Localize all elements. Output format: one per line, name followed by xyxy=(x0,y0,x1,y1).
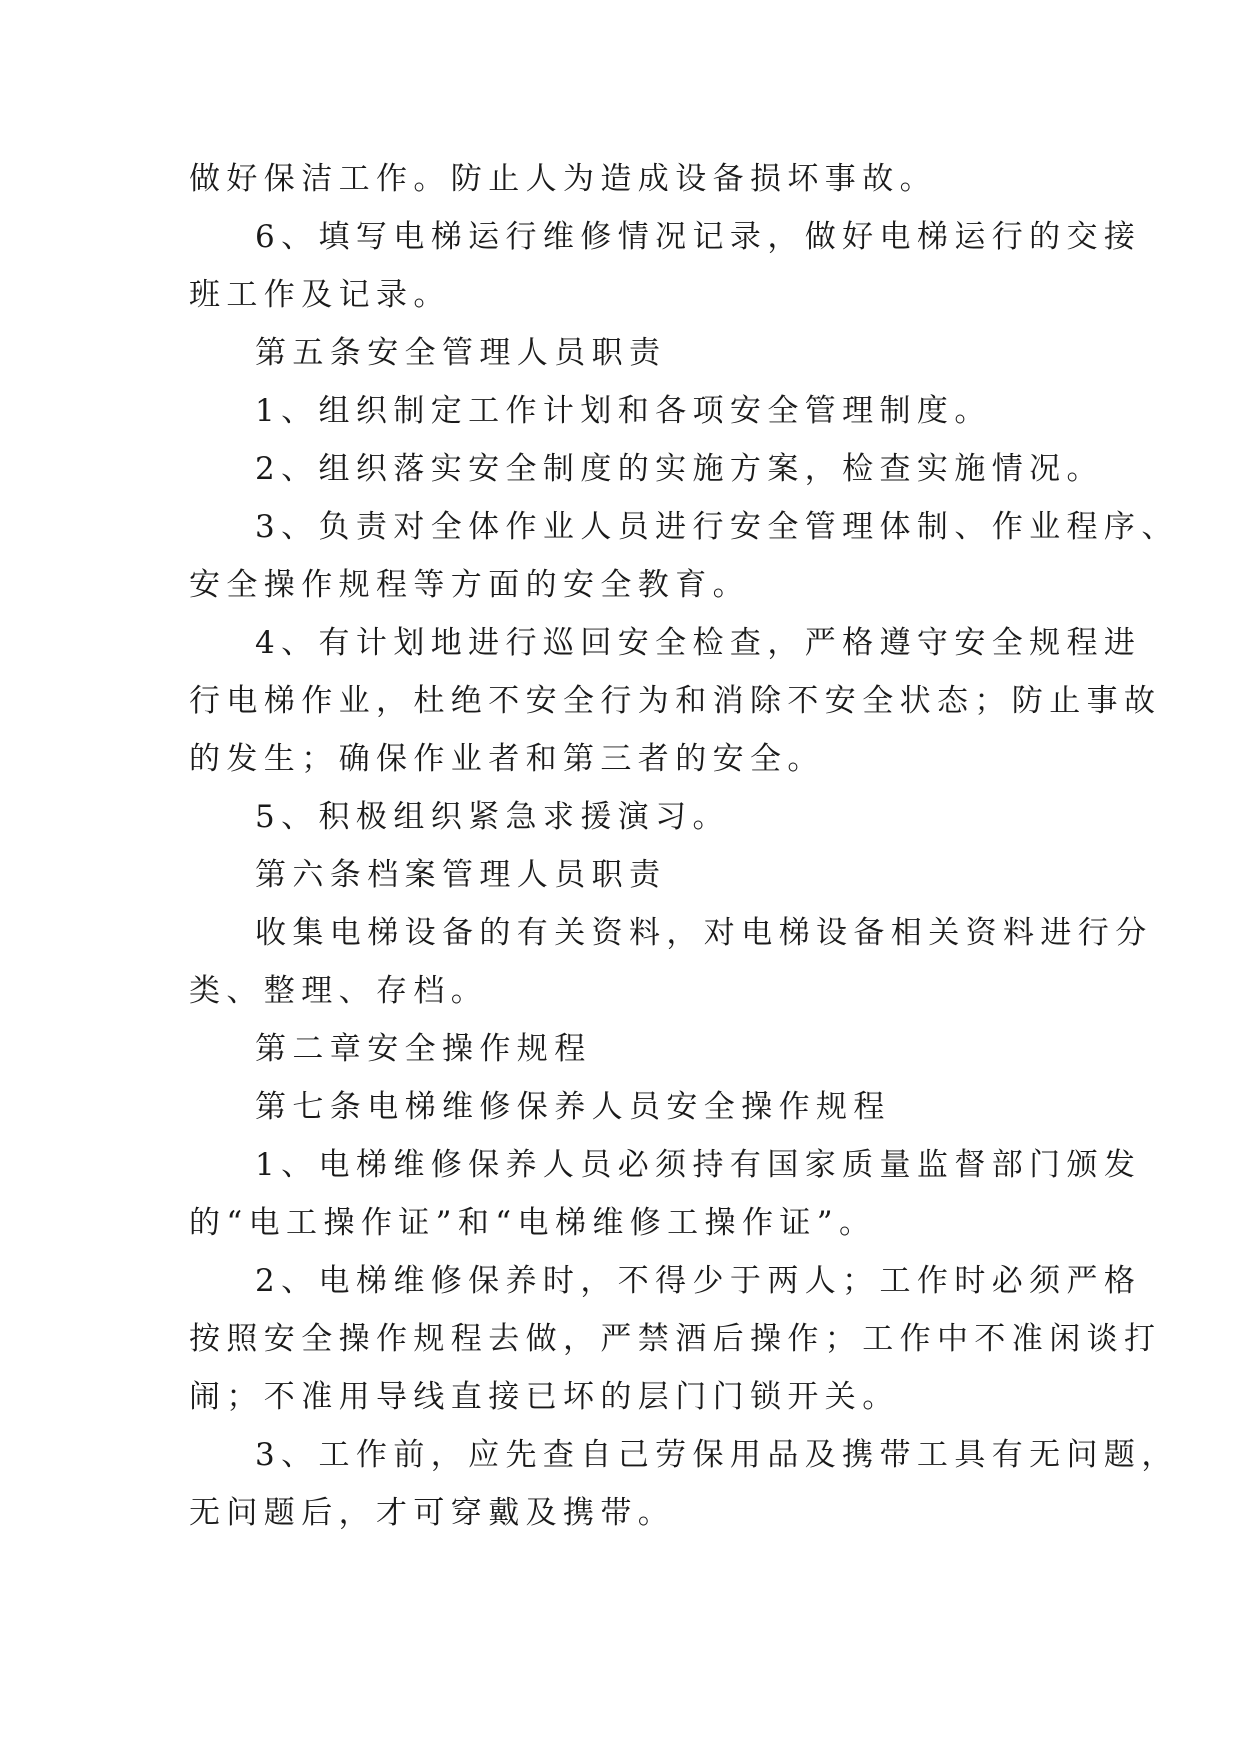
text-line: 无问题后，才可穿戴及携带。 xyxy=(189,1495,676,1531)
text-line: 2、电梯维修保养时，不得少于两人；工作时必须严格 xyxy=(255,1263,1142,1299)
text-line: 4、有计划地进行巡回安全检查，严格遵守安全规程进 xyxy=(255,625,1142,661)
text-line: 班工作及记录。 xyxy=(189,277,451,313)
text-line: 1、电梯维修保养人员必须持有国家质量监督部门颁发 xyxy=(255,1147,1142,1183)
text-line: 5、积极组织紧急求援演习。 xyxy=(255,799,730,835)
chapter-heading: 第二章安全操作规程 xyxy=(255,1031,592,1067)
section-heading: 第七条电梯维修保养人员安全操作规程 xyxy=(255,1089,891,1125)
text-line: 1、组织制定工作计划和各项安全管理制度。 xyxy=(255,393,992,429)
text-line: 类、整理、存档。 xyxy=(189,973,489,1009)
text-line: 3、负责对全体作业人员进行安全管理体制、作业程序、 xyxy=(255,509,1179,545)
text-line: 做好保洁工作。防止人为造成设备损坏事故。 xyxy=(189,161,937,197)
text-line: 3、工作前，应先查自己劳保用品及携带工具有无问题， xyxy=(255,1437,1179,1473)
text-line: 安全操作规程等方面的安全教育。 xyxy=(189,567,750,603)
section-heading: 第六条档案管理人员职责 xyxy=(255,857,667,893)
text-line: 收集电梯设备的有关资料，对电梯设备相关资料进行分 xyxy=(255,915,1153,951)
text-line: 闹；不准用导线直接已坏的层门门锁开关。 xyxy=(189,1379,900,1415)
text-line: 6、填写电梯运行维修情况记录，做好电梯运行的交接 xyxy=(255,219,1142,255)
text-line: 的“电工操作证”和“电梯维修工操作证”。 xyxy=(189,1205,877,1241)
text-line: 按照安全操作规程去做，严禁酒后操作；工作中不准闲谈打 xyxy=(189,1321,1162,1357)
text-line: 的发生；确保作业者和第三者的安全。 xyxy=(189,741,825,777)
text-line: 2、组织落实安全制度的实施方案，检查实施情况。 xyxy=(255,451,1104,487)
document-page xyxy=(189,150,1179,1542)
section-heading: 第五条安全管理人员职责 xyxy=(255,335,667,371)
text-line: 行电梯作业，杜绝不安全行为和消除不安全状态；防止事故 xyxy=(189,683,1162,719)
